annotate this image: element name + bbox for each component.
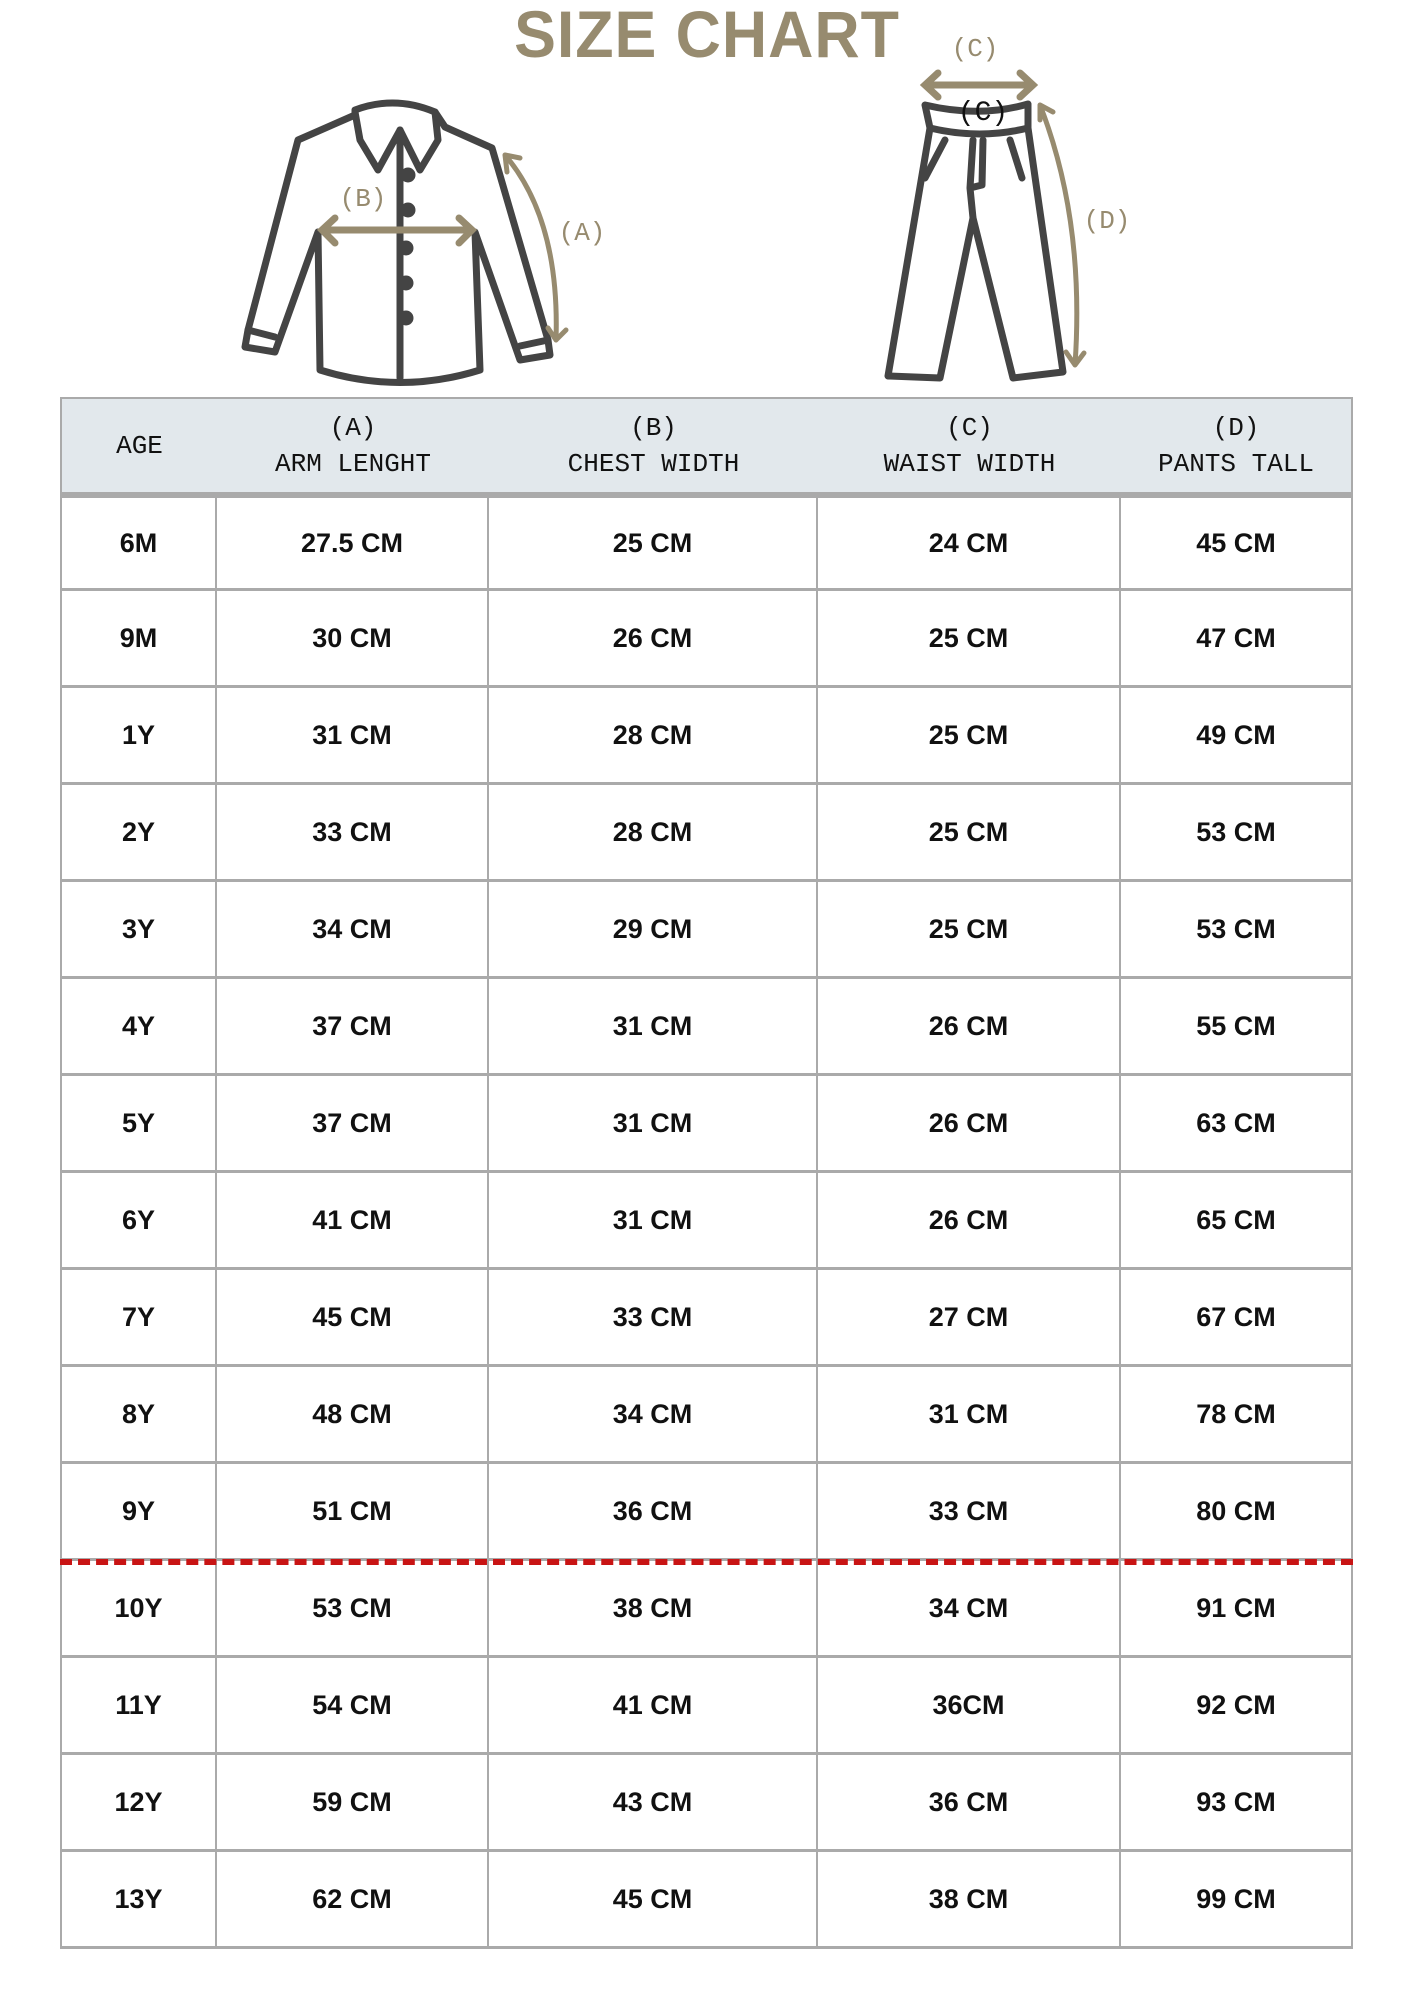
table-row <box>60 785 1353 882</box>
table-row <box>60 1464 1353 1561</box>
table-row <box>60 1658 1353 1755</box>
cell-arm-length: 33 CM <box>217 785 489 879</box>
table-row <box>60 1076 1353 1173</box>
cell-age: 11Y <box>62 1658 217 1752</box>
cell-pants-tall: 49 CM <box>1196 719 1276 750</box>
table-row <box>60 1852 1353 1949</box>
cell-age: 8Y <box>62 1367 217 1461</box>
cell-arm-length: 62 CM <box>217 1852 489 1946</box>
arm-length-arrow-icon <box>505 155 566 340</box>
cell-age: 9Y <box>62 1464 217 1558</box>
cell-waist-width: 26 CM <box>818 979 1121 1073</box>
shirt-icon <box>245 103 550 383</box>
cell-arm-length: 34 CM <box>217 882 489 976</box>
cell-chest-width: 34 CM <box>489 1367 818 1461</box>
cell-pants-tall: 99 CM <box>1196 1883 1276 1914</box>
label-b: (B) <box>339 184 387 214</box>
cell-chest-width: 28 CM <box>489 785 818 879</box>
cell-pants-tall: 67 CM <box>1196 1301 1276 1332</box>
cell-arm-length: 31 CM <box>217 688 489 782</box>
table-body <box>60 494 1353 1949</box>
cell-pants-tall: 93 CM <box>1196 1786 1276 1817</box>
label-c-waist: (C) <box>957 98 1009 129</box>
cell-pants-tall: 65 CM <box>1196 1204 1276 1235</box>
cell-pants-tall: 47 CM <box>1196 622 1276 653</box>
table-row <box>60 1367 1353 1464</box>
table-row <box>60 591 1353 688</box>
cell-chest-width: 31 CM <box>489 1076 818 1170</box>
cell-age: 1Y <box>62 688 217 782</box>
cell-age: 13Y <box>62 1852 217 1946</box>
cell-arm-length: 37 CM <box>217 1076 489 1170</box>
cell-age: 6Y <box>62 1173 217 1267</box>
cell-age: 9M <box>62 591 217 685</box>
cell-pants-tall: 45 CM <box>1196 527 1276 558</box>
cell-age: 12Y <box>62 1755 217 1849</box>
cell-waist-width: 26 CM <box>818 1173 1121 1267</box>
cell-age: 6M <box>62 498 217 588</box>
header-waist-width: (C) WAIST WIDTH <box>883 412 1056 479</box>
cell-age: 2Y <box>62 785 217 879</box>
size-group-divider <box>60 1559 1353 1565</box>
table-row <box>60 1173 1353 1270</box>
cell-waist-width: 36 CM <box>818 1755 1121 1849</box>
cell-pants-tall: 80 CM <box>1196 1495 1276 1526</box>
cell-pants-tall: 91 CM <box>1196 1592 1276 1623</box>
cell-arm-length: 41 CM <box>217 1173 489 1267</box>
cell-age: 7Y <box>62 1270 217 1364</box>
table-row <box>60 688 1353 785</box>
cell-age: 10Y <box>62 1561 217 1655</box>
cell-waist-width: 34 CM <box>818 1561 1121 1655</box>
table-row <box>60 1755 1353 1852</box>
waist-width-arrow-icon <box>925 73 1033 97</box>
cell-pants-tall: 78 CM <box>1196 1398 1276 1429</box>
cell-chest-width: 26 CM <box>489 591 818 685</box>
cell-waist-width: 38 CM <box>818 1852 1121 1946</box>
pants-icon <box>888 104 1063 378</box>
header-arm-length: (A) ARM LENGHT <box>274 412 432 479</box>
cell-pants-tall: 53 CM <box>1196 816 1276 847</box>
cell-chest-width: 31 CM <box>489 1173 818 1267</box>
cell-arm-length: 54 CM <box>217 1658 489 1752</box>
cell-waist-width: 31 CM <box>818 1367 1121 1461</box>
cell-pants-tall: 55 CM <box>1196 1010 1276 1041</box>
table-row <box>60 1270 1353 1367</box>
label-d: (D) <box>1083 206 1131 236</box>
cell-waist-width: 26 CM <box>818 1076 1121 1170</box>
cell-age: 4Y <box>62 979 217 1073</box>
header-age: AGE <box>116 430 163 461</box>
cell-waist-width: 27 CM <box>818 1270 1121 1364</box>
cell-arm-length: 30 CM <box>217 591 489 685</box>
table-header <box>60 397 1353 494</box>
cell-chest-width: 28 CM <box>489 688 818 782</box>
cell-chest-width: 36 CM <box>489 1464 818 1558</box>
cell-pants-tall: 53 CM <box>1196 913 1276 944</box>
cell-waist-width: 25 CM <box>818 688 1121 782</box>
header-pants-tall: (D) PANTS TALL <box>1157 412 1315 479</box>
cell-chest-width: 25 CM <box>489 498 818 588</box>
cell-chest-width: 38 CM <box>489 1561 818 1655</box>
cell-waist-width: 25 CM <box>818 785 1121 879</box>
cell-waist-width: 24 CM <box>818 498 1121 588</box>
cell-chest-width: 41 CM <box>489 1658 818 1752</box>
page-title: SIZE CHART <box>514 0 900 71</box>
cell-waist-width: 25 CM <box>818 882 1121 976</box>
header-chest-width: (B) CHEST WIDTH <box>567 412 740 479</box>
cell-waist-width: 25 CM <box>818 591 1121 685</box>
cell-chest-width: 45 CM <box>489 1852 818 1946</box>
cell-chest-width: 29 CM <box>489 882 818 976</box>
table-row <box>60 1561 1353 1658</box>
cell-age: 5Y <box>62 1076 217 1170</box>
cell-arm-length: 27.5 CM <box>217 498 489 588</box>
cell-age: 3Y <box>62 882 217 976</box>
cell-arm-length: 37 CM <box>217 979 489 1073</box>
cell-arm-length: 53 CM <box>217 1561 489 1655</box>
cell-arm-length: 48 CM <box>217 1367 489 1461</box>
label-a: (A) <box>558 218 606 248</box>
cell-chest-width: 33 CM <box>489 1270 818 1364</box>
cell-arm-length: 45 CM <box>217 1270 489 1364</box>
cell-arm-length: 59 CM <box>217 1755 489 1849</box>
cell-chest-width: 31 CM <box>489 979 818 1073</box>
table-row <box>60 979 1353 1076</box>
cell-pants-tall: 63 CM <box>1196 1107 1276 1138</box>
cell-arm-length: 51 CM <box>217 1464 489 1558</box>
size-table <box>60 397 1353 1949</box>
table-row <box>60 494 1353 591</box>
cell-pants-tall: 92 CM <box>1196 1689 1276 1720</box>
cell-waist-width: 33 CM <box>818 1464 1121 1558</box>
table-row <box>60 882 1353 979</box>
cell-chest-width: 43 CM <box>489 1755 818 1849</box>
garment-illustrations <box>0 0 1414 400</box>
label-c: (C) <box>951 34 999 64</box>
cell-waist-width: 36CM <box>818 1658 1121 1752</box>
